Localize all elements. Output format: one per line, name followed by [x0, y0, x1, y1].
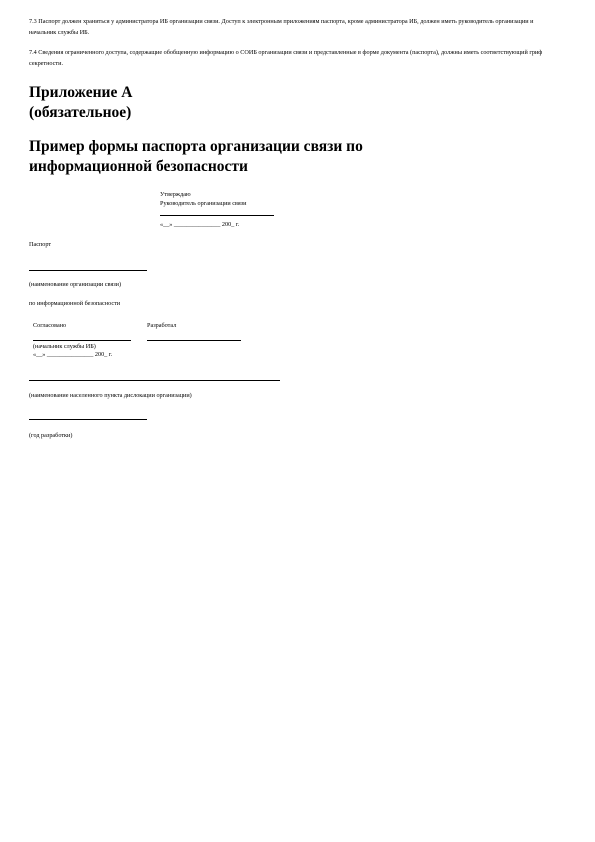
appendix-subtitle: (обязательное)	[29, 104, 132, 121]
ib-caption: по информационной безопасности	[29, 300, 121, 307]
paragraph-7-4: 7.4 Сведения ограниченного доступа, содержащие обобщенную информацию о СОИБ организации связи и представленные в форме документа (паспорта), должны иметь соответствующий гриф секретности.	[29, 49, 543, 67]
form-heading-line2: информационной безопасности	[29, 158, 248, 175]
org-name-caption: (наименование организации связи)	[29, 281, 122, 288]
locality-caption: (наименование населенного пункта дислокации организации)	[29, 392, 192, 399]
developed-label: Разработал	[147, 322, 177, 329]
head-label: Руководитель организации связи	[160, 200, 247, 207]
agreed-date-line: «__» _______________ 200_ г.	[33, 351, 113, 358]
paragraph-7-3: 7.3 Паспорт должен храниться у администратора ИБ организации связи. Доступ к электронным приложениям паспорта, кроме администратора ИБ, должен иметь руководитель организации и начальник службы ИБ.	[29, 18, 534, 36]
locality-line	[29, 380, 280, 381]
year-caption: (год разработки)	[29, 432, 73, 439]
year-line	[29, 419, 147, 420]
approve-label: Утверждаю	[160, 191, 191, 198]
appendix-title: Приложение А	[29, 84, 133, 101]
ib-head-caption: (начальник службы ИБ)	[33, 343, 96, 350]
signature-line	[160, 215, 274, 216]
agreed-label: Согласовано	[33, 322, 67, 329]
agreed-signature-line	[33, 340, 131, 341]
org-name-line	[29, 270, 147, 271]
approval-date-line: «__» _______________ 200_ г.	[160, 221, 240, 228]
developed-signature-line	[147, 340, 241, 341]
form-heading-line1: Пример формы паспорта организации связи по	[29, 138, 363, 155]
passport-label: Паспорт	[29, 241, 52, 248]
